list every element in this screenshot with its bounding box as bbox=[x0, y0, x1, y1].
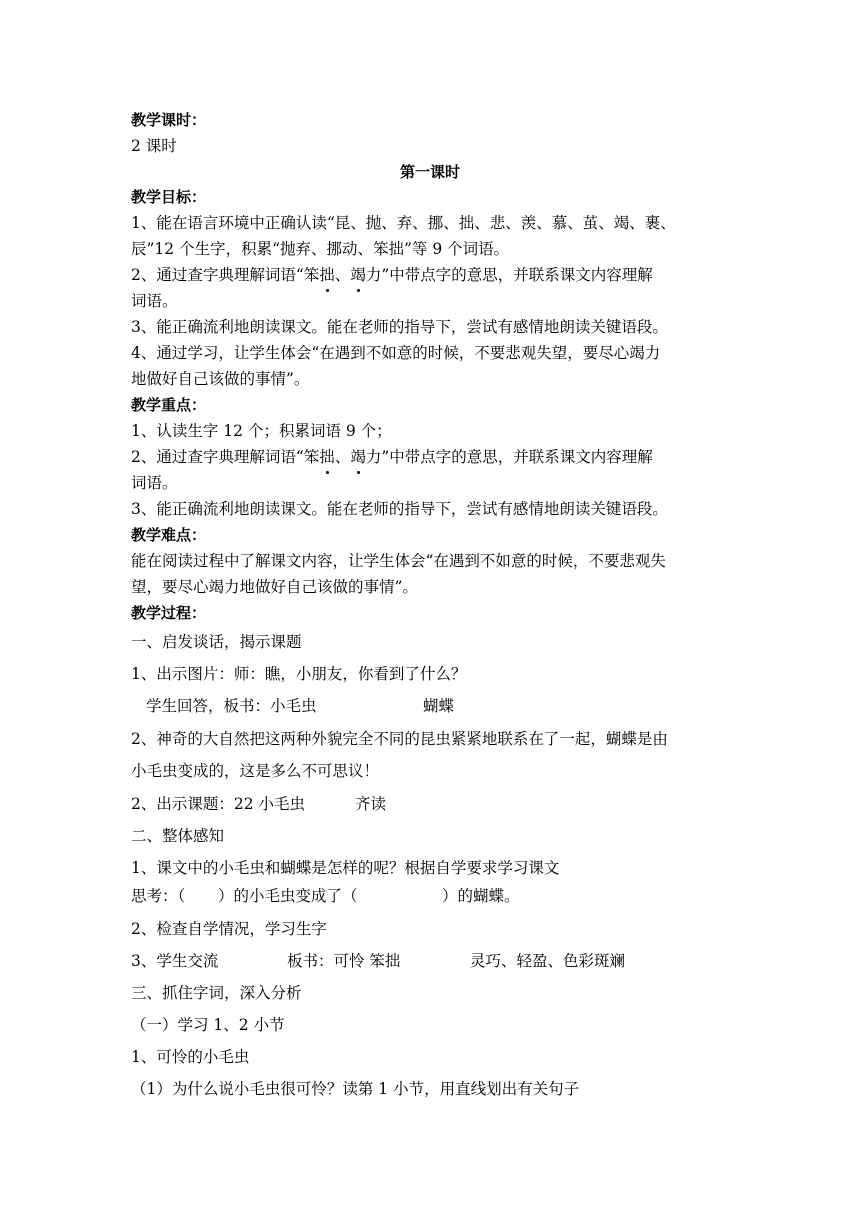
process-step-12: （一）学习 1、2 小节 bbox=[131, 1016, 285, 1034]
goals-heading: 教学目标： bbox=[131, 188, 207, 206]
board-writing-label: 学生回答，板书：小毛虫 bbox=[146, 697, 317, 715]
dotted-char: 竭 bbox=[350, 266, 366, 284]
lesson-title: 第一课时 bbox=[399, 163, 460, 181]
key-2-text-mid: 、 bbox=[334, 448, 351, 466]
key-point-3: 3、能正确流利地朗读课文。能在老师的指导下，尝试有感情地朗读关键语段。 bbox=[131, 500, 668, 518]
think-prompt-b: ）的小毛虫变成了（ bbox=[218, 887, 358, 905]
goal-4-line-2: 地做好自己该做的事情”。 bbox=[131, 370, 310, 388]
goal-2-text-post: 力”中带点字的意思，并联系课文内容理解 bbox=[365, 266, 653, 284]
difficulty-line-2: 望，要尽心竭力地做好自己该做的事情”。 bbox=[131, 578, 418, 596]
goal-1-line-2: 辰”12 个生字，积累“抛弃、挪动、笨拙”等 9 个词语。 bbox=[131, 240, 510, 258]
key-2-text-post: 力”中带点字的意思，并联系课文内容理解 bbox=[365, 448, 653, 466]
difficulty-heading: 教学难点： bbox=[131, 526, 207, 544]
think-prompt-c: ）的蝴蝶。 bbox=[442, 887, 520, 905]
title-display: 2、出示课题：22 小毛虫 bbox=[131, 795, 306, 813]
goal-2-text-pre: 2、通过查字典理解词语“笨 bbox=[131, 266, 320, 284]
goal-2-line-1 bbox=[131, 265, 653, 285]
board-writing-butterfly: 蝴蝶 bbox=[423, 697, 455, 715]
dotted-char: 竭 bbox=[350, 448, 366, 466]
goal-2-text-mid: 、 bbox=[334, 266, 351, 284]
process-step-4-line-1: 2、神奇的大自然把这两种外貌完全不同的昆虫紧紧地联系在了一起，蝴蝶是由 bbox=[131, 730, 668, 748]
read-together: 齐读 bbox=[355, 795, 387, 813]
goal-3: 3、能正确流利地朗读课文。能在老师的指导下，尝试有感情地朗读关键语段。 bbox=[131, 318, 668, 336]
board-writing-agile: 灵巧、轻盈、色彩斑斓 bbox=[470, 952, 626, 970]
process-step-6: 二、整体感知 bbox=[131, 827, 225, 845]
process-step-9: 2、检查自学情况，学习生字 bbox=[131, 920, 327, 938]
process-step-7: 1、课文中的小毛虫和蝴蝶是怎样的呢？根据自学要求学习课文 bbox=[131, 859, 560, 877]
key-points-heading: 教学重点： bbox=[131, 396, 207, 414]
goal-2-line-2: 词语。 bbox=[131, 292, 178, 310]
board-writing-pity: 板书：可怜 笨拙 bbox=[287, 952, 401, 970]
student-exchange: 3、学生交流 bbox=[131, 952, 219, 970]
difficulty-line-1: 能在阅读过程中了解课文内容，让学生体会“在遇到不如意的时候，不要悲观失 bbox=[131, 552, 666, 570]
process-step-2: 1、出示图片：师：瞧，小朋友，你看到了什么？ bbox=[131, 665, 467, 683]
key-point-2-line-1 bbox=[131, 447, 653, 467]
key-point-1: 1、认读生字 12 个；积累词语 9 个； bbox=[131, 422, 392, 440]
key-point-2-line-2: 词语。 bbox=[131, 474, 178, 492]
process-step-4-line-2: 小毛虫变成的，这是多么不可思议！ bbox=[131, 762, 380, 780]
dotted-char: 拙 bbox=[319, 448, 335, 466]
think-prompt-a: 思考：（ bbox=[131, 887, 186, 905]
process-step-11: 三、抓住字词，深入分析 bbox=[131, 984, 302, 1002]
process-step-14: （1）为什么说小毛虫很可怜？读第 1 小节，用直线划出有关句子 bbox=[131, 1080, 580, 1098]
class-hours-value: 2 课时 bbox=[131, 137, 177, 155]
key-2-text-pre: 2、通过查字典理解词语“笨 bbox=[131, 448, 320, 466]
class-hours-heading: 教学课时： bbox=[131, 111, 207, 129]
process-step-13: 1、可怜的小毛虫 bbox=[131, 1048, 250, 1066]
goal-4-line-1: 4、通过学习，让学生体会“在遇到不如意的时候，不要悲观失望，要尽心竭力 bbox=[131, 344, 661, 362]
process-heading: 教学过程： bbox=[131, 604, 207, 622]
dotted-char: 拙 bbox=[319, 266, 335, 284]
process-step-1: 一、启发谈话，揭示课题 bbox=[131, 633, 302, 651]
goal-1-line-1: 1、能在语言环境中正确认读“昆、抛、弃、挪、拙、悲、羡、慕、茧、竭、裹、 bbox=[131, 214, 676, 232]
